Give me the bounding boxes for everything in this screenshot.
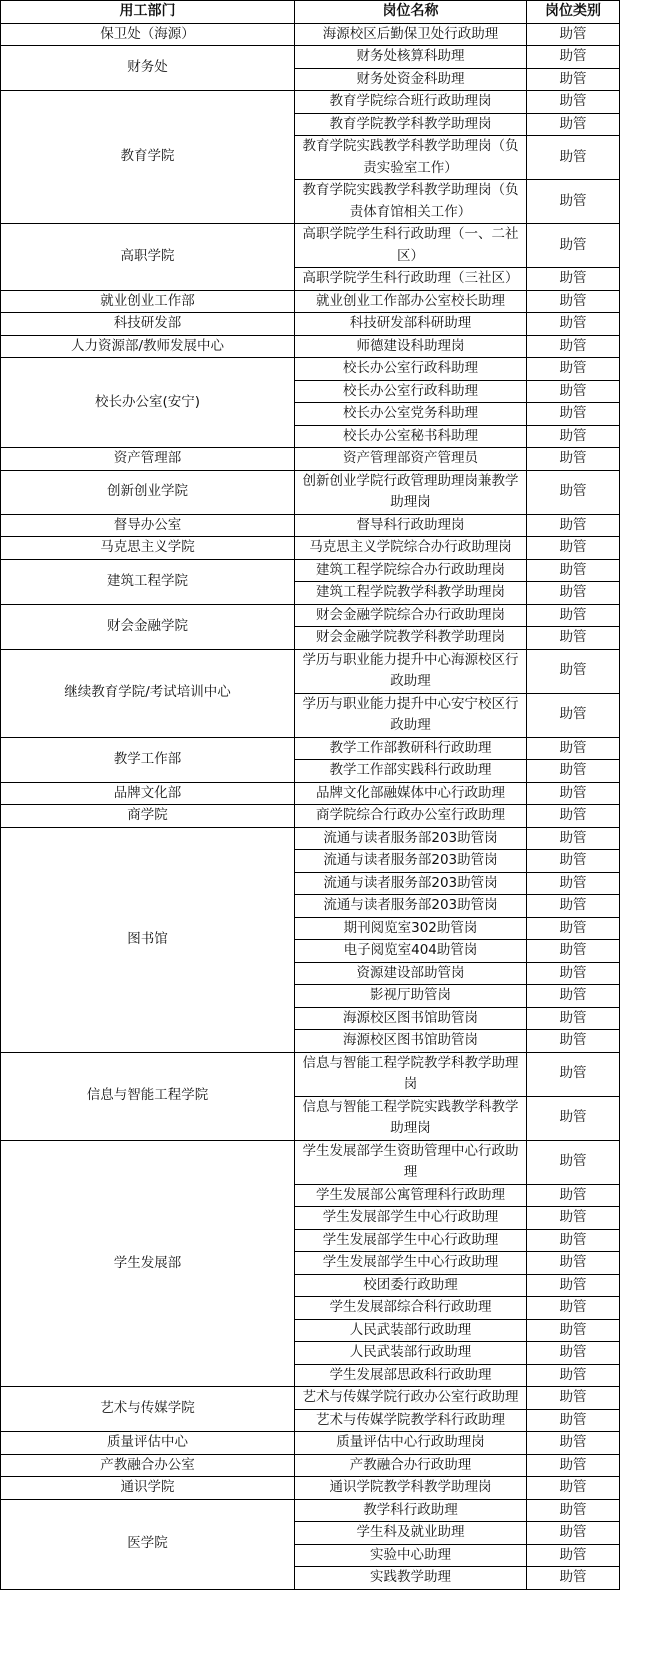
position-cell: 马克思主义学院综合办行政助理岗	[295, 537, 527, 560]
position-cell: 学生发展部学生中心行政助理	[295, 1207, 527, 1230]
category-cell: 助管	[527, 1319, 620, 1342]
position-cell: 通识学院教学科教学助理岗	[295, 1477, 527, 1500]
table-header	[1, 1, 620, 24]
position-cell: 教学工作部实践科行政助理	[295, 760, 527, 783]
header-row	[1, 1, 620, 24]
position-cell: 校团委行政助理	[295, 1274, 527, 1297]
table-row	[1, 224, 620, 268]
position-cell: 海源校区图书馆助管岗	[295, 1007, 527, 1030]
category-cell: 助管	[527, 559, 620, 582]
table-row	[1, 537, 620, 560]
category-cell: 助管	[527, 1274, 620, 1297]
position-cell: 流通与读者服务部203助管岗	[295, 850, 527, 873]
department-cell: 科技研发部	[1, 313, 295, 336]
position-cell: 学生发展部综合科行政助理	[295, 1297, 527, 1320]
category-cell: 助管	[527, 1432, 620, 1455]
category-cell: 助管	[527, 649, 620, 693]
category-cell: 助管	[527, 985, 620, 1008]
category-cell: 助管	[527, 917, 620, 940]
category-cell: 助管	[527, 1522, 620, 1545]
position-cell: 人民武装部行政助理	[295, 1319, 527, 1342]
department-cell: 人力资源部/教师发展中心	[1, 335, 295, 358]
category-cell: 助管	[527, 290, 620, 313]
category-cell: 助管	[527, 1007, 620, 1030]
category-cell: 助管	[527, 1140, 620, 1184]
department-cell: 督导办公室	[1, 514, 295, 537]
category-cell: 助管	[527, 1454, 620, 1477]
table-row	[1, 470, 620, 514]
category-cell: 助管	[527, 782, 620, 805]
table-row	[1, 1387, 620, 1410]
table-row	[1, 1052, 620, 1096]
department-cell: 创新创业学院	[1, 470, 295, 514]
position-cell: 海源校区后勤保卫处行政助理	[295, 23, 527, 46]
position-cell: 信息与智能工程学院实践教学科教学助理岗	[295, 1096, 527, 1140]
category-cell: 助管	[527, 872, 620, 895]
position-cell: 学生发展部学生中心行政助理	[295, 1229, 527, 1252]
position-cell: 期刊阅览室302助管岗	[295, 917, 527, 940]
category-cell: 助管	[527, 693, 620, 737]
position-cell: 学生发展部公寓管理科行政助理	[295, 1184, 527, 1207]
position-cell: 资源建设部助管岗	[295, 962, 527, 985]
category-cell: 助管	[527, 470, 620, 514]
category-cell: 助管	[527, 358, 620, 381]
table-row	[1, 1140, 620, 1184]
position-cell: 财会金融学院综合办行政助理岗	[295, 604, 527, 627]
department-cell: 学生发展部	[1, 1140, 295, 1387]
position-cell: 建筑工程学院教学科教学助理岗	[295, 582, 527, 605]
department-cell: 建筑工程学院	[1, 559, 295, 604]
table-body	[1, 23, 620, 1589]
category-cell: 助管	[527, 962, 620, 985]
position-cell: 流通与读者服务部203助管岗	[295, 895, 527, 918]
position-cell: 督导科行政助理岗	[295, 514, 527, 537]
category-cell: 助管	[527, 1477, 620, 1500]
category-cell: 助管	[527, 380, 620, 403]
department-cell: 产教融合办公室	[1, 1454, 295, 1477]
category-cell: 助管	[527, 23, 620, 46]
position-cell: 电子阅览室404助管岗	[295, 940, 527, 963]
department-cell: 财务处	[1, 46, 295, 91]
table-row	[1, 313, 620, 336]
position-cell: 艺术与传媒学院行政办公室行政助理	[295, 1387, 527, 1410]
position-cell: 师德建设科助理岗	[295, 335, 527, 358]
category-cell: 助管	[527, 627, 620, 650]
position-cell: 质量评估中心行政助理岗	[295, 1432, 527, 1455]
category-cell: 助管	[527, 224, 620, 268]
position-cell: 艺术与传媒学院教学科行政助理	[295, 1409, 527, 1432]
category-cell: 助管	[527, 313, 620, 336]
table-row	[1, 46, 620, 69]
position-cell: 流通与读者服务部203助管岗	[295, 872, 527, 895]
category-cell: 助管	[527, 827, 620, 850]
category-cell: 助管	[527, 1387, 620, 1410]
position-cell: 学生发展部学生中心行政助理	[295, 1252, 527, 1275]
header-department: 用工部门	[1, 1, 295, 24]
position-cell: 资产管理部资产管理员	[295, 448, 527, 471]
table-row	[1, 782, 620, 805]
category-cell: 助管	[527, 1052, 620, 1096]
position-cell: 校长办公室行政科助理	[295, 358, 527, 381]
position-cell: 学历与职业能力提升中心海源校区行政助理	[295, 649, 527, 693]
department-cell: 艺术与传媒学院	[1, 1387, 295, 1432]
category-cell: 助管	[527, 737, 620, 760]
category-cell: 助管	[527, 582, 620, 605]
category-cell: 助管	[527, 1499, 620, 1522]
category-cell: 助管	[527, 1364, 620, 1387]
table-row	[1, 290, 620, 313]
department-cell: 商学院	[1, 805, 295, 828]
table-row	[1, 1499, 620, 1522]
position-cell: 海源校区图书馆助管岗	[295, 1030, 527, 1053]
department-cell: 校长办公室(安宁)	[1, 358, 295, 448]
table-row	[1, 827, 620, 850]
category-cell: 助管	[527, 268, 620, 291]
category-cell: 助管	[527, 850, 620, 873]
position-cell: 教育学院教学科教学助理岗	[295, 113, 527, 136]
position-cell: 实验中心助理	[295, 1544, 527, 1567]
department-cell: 就业创业工作部	[1, 290, 295, 313]
position-cell: 高职学院学生科行政助理（一、二社区）	[295, 224, 527, 268]
department-cell: 通识学院	[1, 1477, 295, 1500]
position-cell: 学生发展部思政科行政助理	[295, 1364, 527, 1387]
table-row	[1, 358, 620, 381]
category-cell: 助管	[527, 448, 620, 471]
category-cell: 助管	[527, 136, 620, 180]
category-cell: 助管	[527, 537, 620, 560]
position-cell: 学生科及就业助理	[295, 1522, 527, 1545]
table-row	[1, 805, 620, 828]
position-cell: 人民武装部行政助理	[295, 1342, 527, 1365]
category-cell: 助管	[527, 940, 620, 963]
category-cell: 助管	[527, 1207, 620, 1230]
position-cell: 教育学院实践教学科教学助理岗（负责体育馆相关工作）	[295, 180, 527, 224]
category-cell: 助管	[527, 1342, 620, 1365]
category-cell: 助管	[527, 113, 620, 136]
table-row	[1, 604, 620, 627]
category-cell: 助管	[527, 514, 620, 537]
position-cell: 品牌文化部融媒体中心行政助理	[295, 782, 527, 805]
department-cell: 质量评估中心	[1, 1432, 295, 1455]
category-cell: 助管	[527, 68, 620, 91]
position-cell: 建筑工程学院综合办行政助理岗	[295, 559, 527, 582]
position-cell: 产教融合办行政助理	[295, 1454, 527, 1477]
header-position: 岗位名称	[295, 1, 527, 24]
position-cell: 高职学院学生科行政助理（三社区）	[295, 268, 527, 291]
department-cell: 财会金融学院	[1, 604, 295, 649]
category-cell: 助管	[527, 1252, 620, 1275]
department-cell: 医学院	[1, 1499, 295, 1589]
category-cell: 助管	[527, 1096, 620, 1140]
category-cell: 助管	[527, 335, 620, 358]
position-cell: 信息与智能工程学院教学科教学助理岗	[295, 1052, 527, 1096]
position-cell: 学历与职业能力提升中心安宁校区行政助理	[295, 693, 527, 737]
category-cell: 助管	[527, 760, 620, 783]
category-cell: 助管	[527, 1567, 620, 1590]
category-cell: 助管	[527, 91, 620, 114]
category-cell: 助管	[527, 1544, 620, 1567]
position-cell: 学生发展部学生资助管理中心行政助理	[295, 1140, 527, 1184]
table-row	[1, 1454, 620, 1477]
category-cell: 助管	[527, 1030, 620, 1053]
position-cell: 财务处核算科助理	[295, 46, 527, 69]
department-cell: 信息与智能工程学院	[1, 1052, 295, 1140]
position-cell: 教学工作部教研科行政助理	[295, 737, 527, 760]
category-cell: 助管	[527, 895, 620, 918]
position-cell: 教育学院实践教学科教学助理岗（负责实验室工作）	[295, 136, 527, 180]
position-cell: 流通与读者服务部203助管岗	[295, 827, 527, 850]
position-cell: 商学院综合行政办公室行政助理	[295, 805, 527, 828]
position-cell: 影视厅助管岗	[295, 985, 527, 1008]
category-cell: 助管	[527, 1229, 620, 1252]
category-cell: 助管	[527, 1297, 620, 1320]
category-cell: 助管	[527, 46, 620, 69]
table-row	[1, 649, 620, 693]
position-cell: 校长办公室行政科助理	[295, 380, 527, 403]
table-row	[1, 514, 620, 537]
table-row	[1, 335, 620, 358]
table-row	[1, 1432, 620, 1455]
department-cell: 高职学院	[1, 224, 295, 291]
position-cell: 教学科行政助理	[295, 1499, 527, 1522]
header-category: 岗位类别	[527, 1, 620, 24]
table-row	[1, 448, 620, 471]
department-cell: 保卫处（海源）	[1, 23, 295, 46]
position-cell: 校长办公室党务科助理	[295, 403, 527, 426]
position-cell: 校长办公室秘书科助理	[295, 425, 527, 448]
position-cell: 就业创业工作部办公室校长助理	[295, 290, 527, 313]
table-row	[1, 91, 620, 114]
position-cell: 创新创业学院行政管理助理岗兼教学助理岗	[295, 470, 527, 514]
table-row	[1, 737, 620, 760]
department-cell: 继续教育学院/考试培训中心	[1, 649, 295, 737]
category-cell: 助管	[527, 403, 620, 426]
position-cell: 科技研发部科研助理	[295, 313, 527, 336]
position-cell: 财会金融学院教学科教学助理岗	[295, 627, 527, 650]
department-cell: 资产管理部	[1, 448, 295, 471]
department-cell: 马克思主义学院	[1, 537, 295, 560]
position-cell: 实践教学助理	[295, 1567, 527, 1590]
department-cell: 教育学院	[1, 91, 295, 224]
category-cell: 助管	[527, 805, 620, 828]
category-cell: 助管	[527, 180, 620, 224]
category-cell: 助管	[527, 1184, 620, 1207]
category-cell: 助管	[527, 425, 620, 448]
department-cell: 图书馆	[1, 827, 295, 1052]
table-row	[1, 559, 620, 582]
table-row	[1, 1477, 620, 1500]
position-cell: 教育学院综合班行政助理岗	[295, 91, 527, 114]
department-cell: 教学工作部	[1, 737, 295, 782]
category-cell: 助管	[527, 1409, 620, 1432]
department-cell: 品牌文化部	[1, 782, 295, 805]
position-cell: 财务处资金科助理	[295, 68, 527, 91]
table-row	[1, 23, 620, 46]
category-cell: 助管	[527, 604, 620, 627]
